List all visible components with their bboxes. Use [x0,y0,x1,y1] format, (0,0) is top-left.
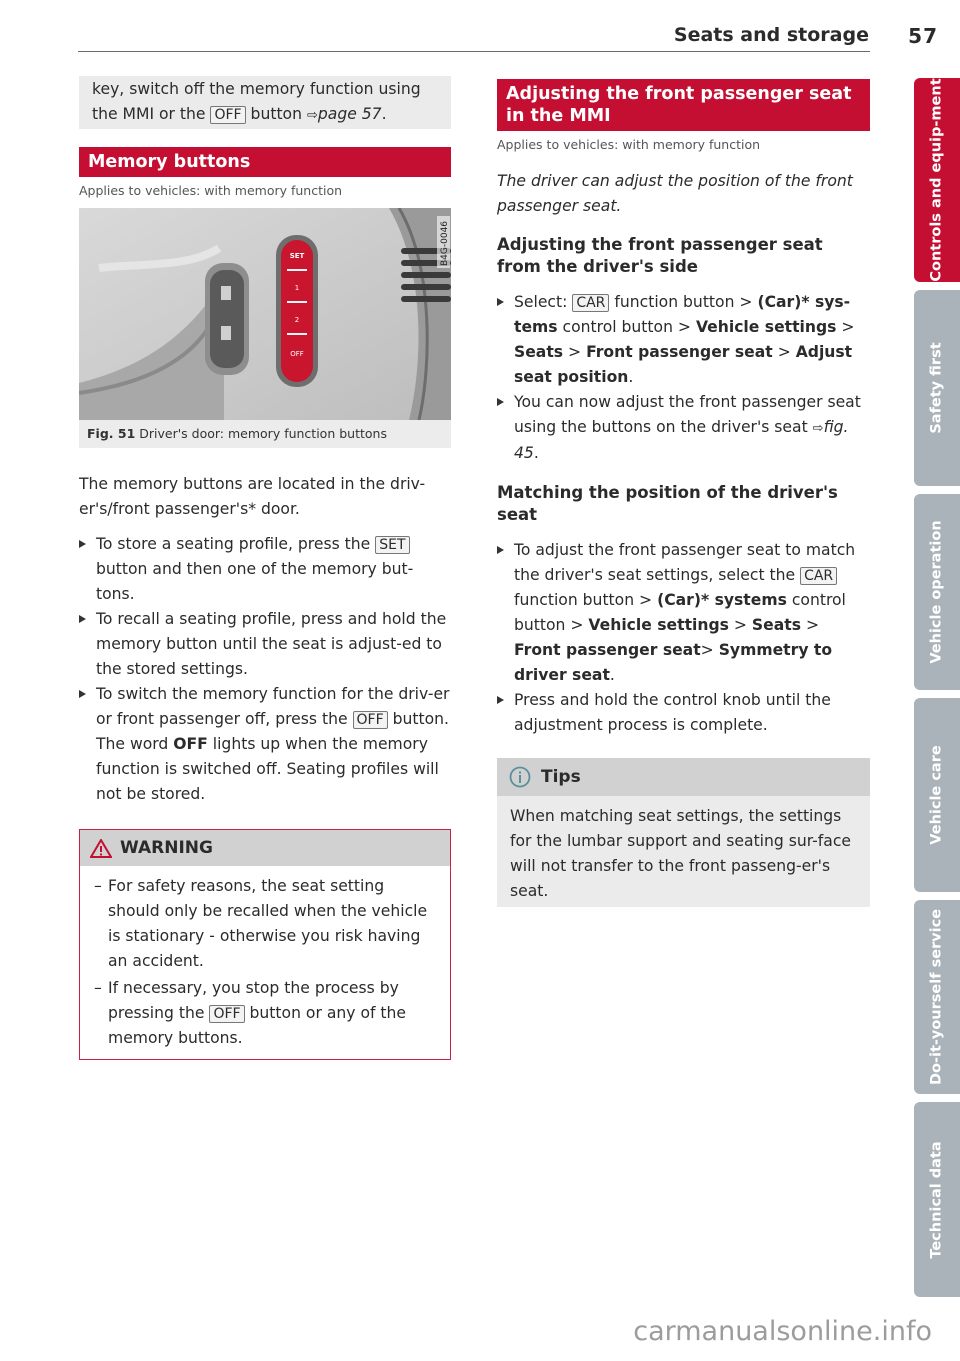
figure-xref[interactable]: ⇨fig. 45 [514,418,849,462]
matching-steps-list [497,538,870,738]
tab-vehicle-operation[interactable]: Vehicle operation [914,494,960,690]
warning-item: – If necessary, you stop the process by pressing the OFF button or any of the memory buttons. [94,976,440,1051]
warning-header [80,830,450,866]
memory-button-1-label: 1 [294,284,300,292]
tips-header [497,758,870,796]
tab-do-it-yourself-service[interactable]: Do-it-yourself service [914,900,960,1094]
car-key: CAR [800,567,837,585]
list-item: Press and hold the control knob until the adjustment process is complete. [497,688,870,738]
tips-title: Tips [541,767,581,787]
door-memory-buttons-illustration [79,208,451,420]
header-rule [78,51,870,52]
car-key: CAR [572,294,609,312]
subheading-matching-driver-seat: Matching the position of the driver's seat [497,483,838,524]
section-title-memory-buttons: Memory buttons [79,147,451,177]
off-button-label: OFF [290,350,304,358]
continued-paragraph: key, switch off the memory function using the MMI or the OFF button ⇨page 57. [79,76,451,129]
off-key: OFF [210,106,245,124]
tab-controls-and-equipment[interactable]: Controls and equip-ment [914,78,960,282]
warning-title: WARNING [120,838,213,858]
off-key: OFF [353,711,388,729]
bullet-triangle-icon [497,546,504,554]
set-button-label: SET [289,252,305,260]
list-item: To switch the memory function for the driv-er or front passenger off, press the OFF button. The word OFF lights up when the memory function is switched off. Seating profiles will not be stored. [79,682,451,807]
bullet-triangle-icon [497,298,504,306]
off-key: OFF [209,1005,244,1023]
watermark: carmanualsonline.info [633,1316,932,1347]
warning-body [80,866,450,1059]
figure-code: B4G-0046 [440,220,450,266]
set-key: SET [375,536,409,554]
tab-technical-data[interactable]: Technical data [914,1102,960,1297]
dash-icon: – [94,979,102,997]
figure-51 [79,208,451,448]
adjust-steps-list [497,290,870,466]
subheading-from-driver-side: Adjusting the front passenger seat from the driver's side [497,235,823,276]
intro-paragraph: The driver can adjust the position of the front passenger seat. [497,172,853,215]
list-item: Select: CAR function button > (Car)* sys-tems control button > Vehicle settings > Seats > Front passenger seat > Adjust seat position. [497,290,870,390]
bullet-triangle-icon [79,540,86,548]
warning-triangle-icon [90,839,112,858]
figure-caption: Fig. 51 Driver's door: memory function buttons [87,426,387,441]
tab-vehicle-care[interactable]: Vehicle care [914,698,960,892]
section-title-passenger-seat-mmi: Adjusting the front passenger seat in the MMI [497,79,870,131]
page-xref[interactable]: ⇨page 57 [306,105,382,123]
tips-body: When matching seat settings, the settings for the lumbar support and seating sur-face will not transfer to the front passeng-er's seat. [510,807,852,900]
warning-item: – For safety reasons, the seat setting should only be recalled when the vehicle is stationary - otherwise you risk having an accident. [94,874,440,974]
applies-to: Applies to vehicles: with memory function [79,183,343,198]
tab-safety-first[interactable]: Safety first [914,290,960,486]
left-column [79,76,451,1060]
xref-arrow-icon: ⇨ [812,421,824,436]
list-item: To store a seating profile, press the SET button and then one of the memory but-tons. [79,532,451,607]
bullet-triangle-icon [497,696,504,704]
page-number: 57 [908,24,938,48]
memory-steps-list [79,532,451,807]
list-item: To adjust the front passenger seat to match the driver's seat settings, select the CAR function button > (Car)* systems control button > Vehicle settings > Seats > Front passenger seat> Symmetry to driver seat. [497,538,870,688]
bullet-triangle-icon [497,398,504,406]
list-item: You can now adjust the front passenger seat using the buttons on the driver's seat ⇨fig. 45. [497,390,870,466]
bullet-triangle-icon [79,690,86,698]
bullet-triangle-icon [79,615,86,623]
applies-to: Applies to vehicles: with memory function [497,137,761,152]
list-item: To recall a seating profile, press and hold the memory button until the seat is adjust-ed to the stored settings. [79,607,451,682]
memory-button-2-label: 2 [294,316,300,324]
info-icon [509,766,531,788]
right-column [497,76,870,907]
running-title: Seats and storage [673,24,869,46]
dash-icon: – [94,877,102,895]
tips-box [497,758,870,907]
body-paragraph: The memory buttons are located in the driv-er's/front passenger's* door. [79,475,426,518]
xref-arrow-icon: ⇨ [306,108,318,123]
warning-box [79,829,451,1060]
